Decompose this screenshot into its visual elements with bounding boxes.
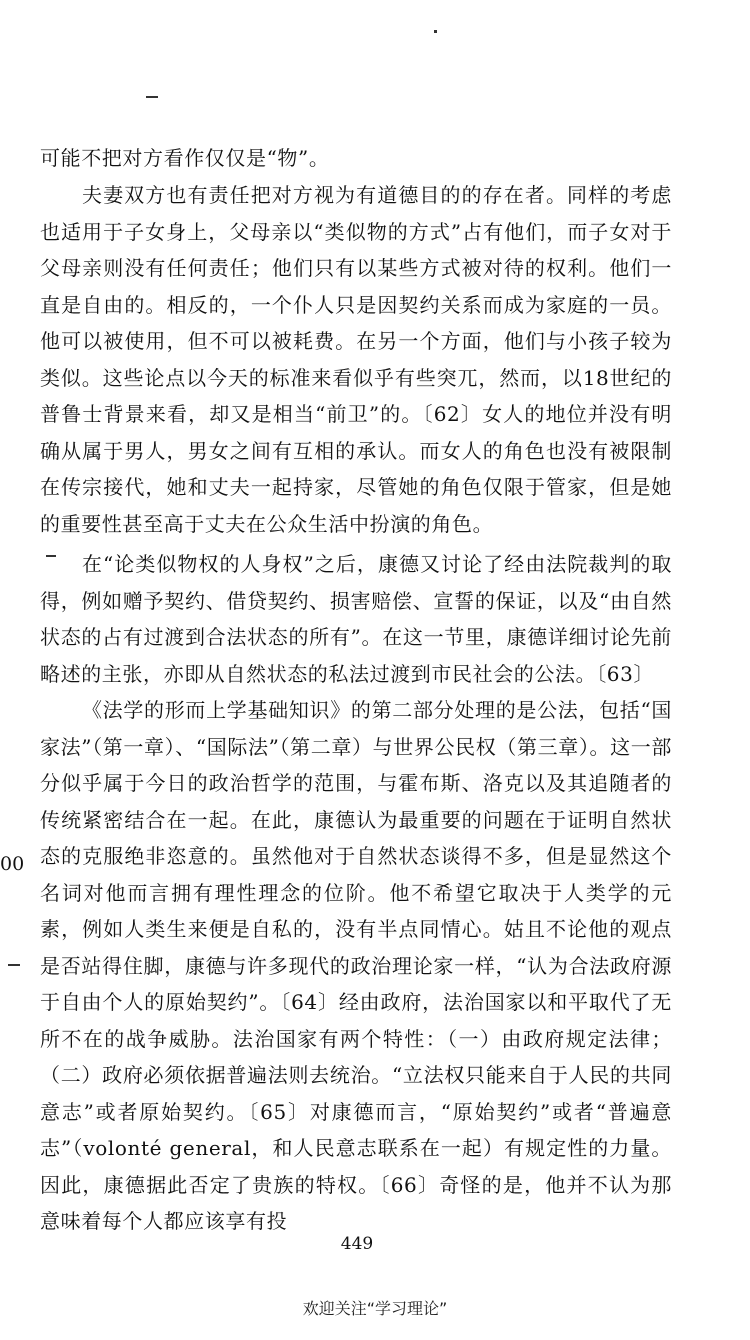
paragraph-3: 在“论类似物权的人身权”之后，康德又讨论了经由法院裁判的取得，例如赠予契约、借贷契约、损害赔偿、宣誓的保证，以及“由自然状态的占有过渡到合法状态的所有”。在这一节里，康德详细讨论先前略述的主张，亦即从自然状态的私法过渡到市民社会的公法。〔63〕: [40, 552, 672, 686]
scan-speck: [8, 964, 20, 966]
paragraph-2: 夫妻双方也有责任把对方视为有道德目的的存在者。同样的考虑也适用于子女身上，父母亲以“类似物的方式”占有他们，而子女对于父母亲则没有任何责任；他们只有以某些方式被对待的权利。他们一直是自由的。相反的，一个仆人只是因契约关系而成为家庭的一员。他可以被使用，但不可以被耗费。在另一个方面，他们与小孩子较为类似。这些论点以今天的标准来看似乎有些突兀，然而，以18世纪的普鲁士背景来看，却又是相当“前卫”的。〔62〕女人的地位并没有明确从属于男人，男女之间有互相的承认。而女人的角色也没有被限制在传宗接代，她和丈夫一起持家，尽管她的角色仅限于管家，但是她的重要性甚至高于丈夫在公众生活中扮演的角色。: [40, 183, 672, 536]
scan-speck: [434, 30, 437, 33]
scan-speck: [146, 96, 158, 98]
page-number: 449: [340, 1234, 374, 1254]
margin-page-marker: 00: [0, 853, 25, 875]
footer-note: 欢迎关注“学习理论”: [302, 1299, 448, 1318]
paragraph-1: 可能不把对方看作仅仅是“物”。: [40, 146, 330, 170]
paragraph-4: 《法学的形而上学基础知识》的第二部分处理的是公法，包括“国家法”（第一章）、“国际法”（第二章）与世界公民权（第三章）。这一部分似乎属于今日的政治哲学的范围，与霍布斯、洛克以及其追随者的传统紧密结合在一起。在此，康德认为最重要的问题在于证明自然状态的克服绝非恣意的。虽然他对于自然状态谈得不多，但是显然这个名词对他而言拥有理性理念的位阶。他不希望它取决于人类学的元素，例如人类生来便是自私的，没有半点同情心。姑且不论他的观点是否站得住脚，康德与许多现代的政治理论家一样，“认为合法政府源于自由个人的原始契约”。〔64〕经由政府，法治国家以和平取代了无所不在的战争威胁。法治国家有两个特性：（一）由政府规定法律；（二）政府必须依据普遍法则去统治。“立法权只能来自于人民的共同意志”或者原始契约。〔65〕对康德而言，“原始契约”或者“普遍意志”（volonté general，和人民意志联系在一起）有规定性的力量。因此，康德据此否定了贵族的特权。〔66〕奇怪的是，他并不认为那意味着每个人都应该享有投: [40, 698, 672, 1233]
